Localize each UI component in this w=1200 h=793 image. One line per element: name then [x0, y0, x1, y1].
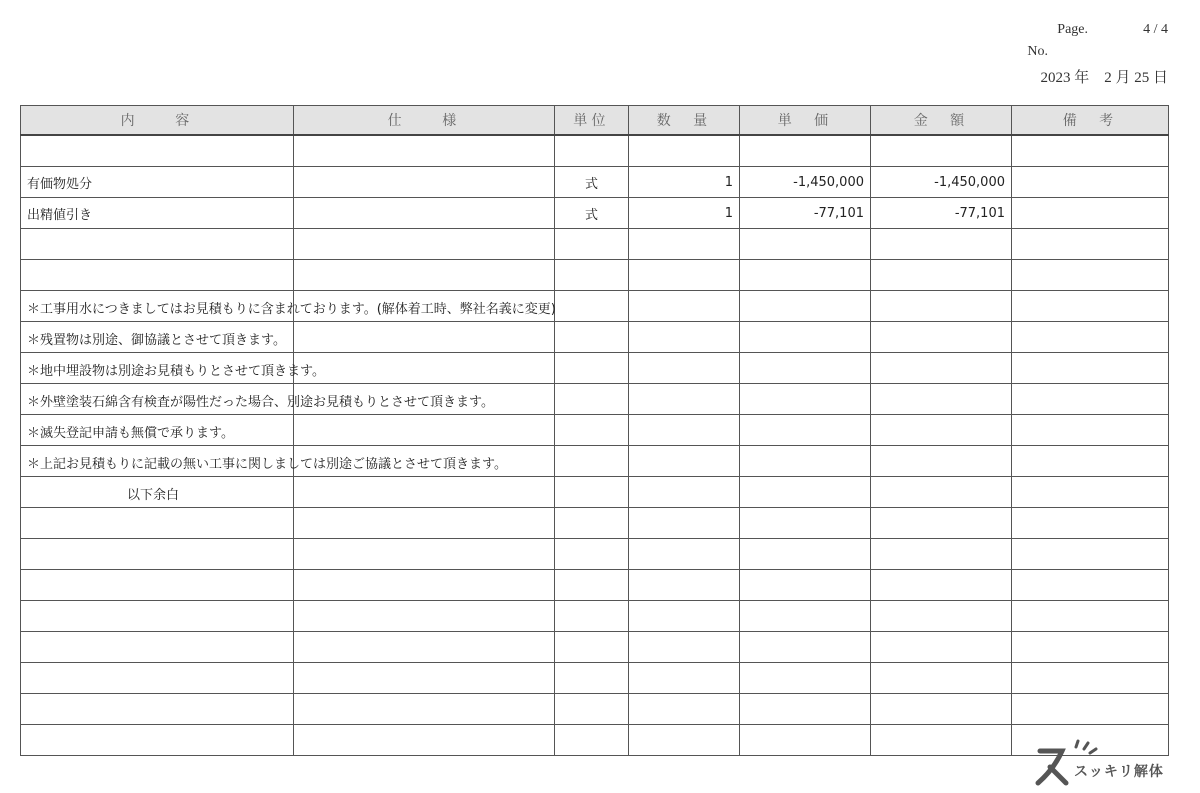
- empty-cell: [294, 725, 555, 756]
- cell-quantity: 1: [629, 167, 740, 198]
- empty-cell: [294, 508, 555, 539]
- cell-remarks: [1012, 260, 1169, 291]
- cell-quantity: [629, 135, 740, 167]
- cell-amount: [871, 260, 1012, 291]
- note-row: [21, 291, 1169, 322]
- empty-cell: [555, 322, 629, 353]
- note-cell: [21, 291, 556, 322]
- cell-unit-price: [740, 260, 871, 291]
- cell-content: 出精値引き: [21, 198, 294, 229]
- empty-cell: [555, 477, 629, 508]
- empty-cell: [1012, 508, 1169, 539]
- cell-unit: [555, 135, 629, 167]
- empty-cell: [629, 663, 740, 694]
- empty-cell: [294, 632, 555, 663]
- empty-cell: [1012, 663, 1169, 694]
- empty-cell: [555, 725, 629, 756]
- blank-row: [21, 725, 1169, 756]
- empty-cell: [294, 322, 555, 353]
- empty-cell: [871, 353, 1012, 384]
- cell-spec: [294, 135, 555, 167]
- cell-spec: [294, 260, 555, 291]
- empty-cell: [21, 663, 294, 694]
- empty-cell: [555, 632, 629, 663]
- blank-row: [21, 508, 1169, 539]
- note-row: [21, 353, 1169, 384]
- empty-cell: [629, 353, 740, 384]
- blank-row: [21, 570, 1169, 601]
- empty-cell: [740, 694, 871, 725]
- empty-cell: [21, 570, 294, 601]
- note-cell: [21, 322, 294, 353]
- empty-cell: [740, 539, 871, 570]
- cell-quantity: [629, 229, 740, 260]
- empty-cell: [294, 663, 555, 694]
- empty-cell: [294, 601, 555, 632]
- company-logo: [1032, 739, 1172, 789]
- empty-cell: [629, 291, 740, 322]
- cell-amount: [871, 135, 1012, 167]
- cell-content: [21, 135, 294, 167]
- table-body: [21, 135, 1169, 756]
- table-row: [21, 135, 1169, 167]
- note-text: ＊残置物は別途、御協議とさせて頂きます。: [27, 333, 286, 348]
- column-header-unit-price: 単 価: [740, 106, 871, 136]
- cell-content: 有価物処分: [21, 167, 294, 198]
- blank-row: [21, 539, 1169, 570]
- note-cell: [21, 384, 494, 415]
- table-row: [21, 260, 1169, 291]
- empty-cell: [871, 663, 1012, 694]
- empty-cell: [740, 725, 871, 756]
- empty-cell: [21, 694, 294, 725]
- note-text: ＊上記お見積もりに記載の無い工事に関しましては別途ご協議とさせて頂きます。: [27, 457, 507, 472]
- empty-cell: [294, 539, 555, 570]
- issue-date: 2023 年 2 月 25 日: [1040, 70, 1168, 86]
- cell-remarks: [1012, 229, 1169, 260]
- empty-cell: [871, 322, 1012, 353]
- column-header-quantity: 数 量: [629, 106, 740, 136]
- table-row: [21, 167, 1169, 198]
- cell-spec: [294, 167, 555, 198]
- empty-cell: [629, 446, 740, 477]
- empty-cell: [294, 570, 555, 601]
- cell-unit-price: [740, 135, 871, 167]
- cell-spec: [294, 198, 555, 229]
- empty-cell: [555, 508, 629, 539]
- note-text: ＊滅失登記申請も無償で承ります。: [27, 426, 234, 441]
- cell-content: [21, 260, 294, 291]
- empty-cell: [629, 632, 740, 663]
- empty-cell: [629, 322, 740, 353]
- cell-remarks: [1012, 167, 1169, 198]
- logo-text: スッキリ解体: [1074, 764, 1164, 780]
- empty-cell: [1012, 570, 1169, 601]
- cell-quantity: 1: [629, 198, 740, 229]
- empty-cell: [21, 539, 294, 570]
- note-row: [21, 322, 1169, 353]
- empty-cell: [871, 570, 1012, 601]
- note-text: 以下余白: [127, 488, 180, 503]
- empty-cell: [555, 353, 629, 384]
- empty-cell: [1012, 694, 1169, 725]
- empty-cell: [294, 353, 555, 384]
- empty-cell: [740, 353, 871, 384]
- note-text: ＊工事用水につきましてはお見積もりに含まれております。(解体着工時、弊社名義に変更): [27, 302, 556, 317]
- column-header-remarks: 備 考: [1012, 106, 1169, 136]
- empty-cell: [871, 601, 1012, 632]
- blank-row: [21, 663, 1169, 694]
- empty-cell: [294, 694, 555, 725]
- cell-spec: [294, 229, 555, 260]
- cell-remarks: [1012, 135, 1169, 167]
- empty-cell: [629, 508, 740, 539]
- cell-unit-price: [740, 229, 871, 260]
- page-label: Page.: [1057, 22, 1088, 37]
- empty-cell: [871, 384, 1012, 415]
- empty-cell: [740, 632, 871, 663]
- empty-cell: [1012, 415, 1169, 446]
- blank-row: [21, 694, 1169, 725]
- document-number-row: [968, 44, 1168, 66]
- empty-cell: [740, 446, 871, 477]
- empty-cell: [1012, 322, 1169, 353]
- empty-cell: [1012, 446, 1169, 477]
- empty-cell: [871, 632, 1012, 663]
- empty-cell: [740, 477, 871, 508]
- date-row: [968, 66, 1168, 88]
- cell-content: [21, 229, 294, 260]
- empty-cell: [740, 415, 871, 446]
- note-cell: [21, 446, 507, 477]
- empty-cell: [21, 601, 294, 632]
- cell-amount: [871, 229, 1012, 260]
- empty-cell: [555, 446, 629, 477]
- cell-unit: [555, 260, 629, 291]
- cell-unit: 式: [555, 167, 629, 198]
- table-row: [21, 229, 1169, 260]
- estimate-table: [20, 105, 1169, 756]
- cell-unit-price: -77,101: [740, 198, 871, 229]
- cell-amount: -77,101: [871, 198, 1012, 229]
- note-text: ＊外壁塗装石綿含有検査が陽性だった場合、別途お見積もりとさせて頂きます。: [27, 395, 494, 410]
- empty-cell: [294, 477, 555, 508]
- page-number: 4 / 4: [1143, 22, 1168, 37]
- end-mark-row: [21, 477, 1169, 508]
- empty-cell: [21, 632, 294, 663]
- empty-cell: [740, 322, 871, 353]
- empty-cell: [21, 725, 294, 756]
- blank-row: [21, 632, 1169, 663]
- note-row: [21, 415, 1169, 446]
- empty-cell: [555, 539, 629, 570]
- empty-cell: [629, 725, 740, 756]
- empty-cell: [294, 415, 555, 446]
- empty-cell: [629, 539, 740, 570]
- empty-cell: [555, 601, 629, 632]
- empty-cell: [555, 663, 629, 694]
- cell-amount: -1,450,000: [871, 167, 1012, 198]
- empty-cell: [1012, 601, 1169, 632]
- blank-row: [21, 601, 1169, 632]
- empty-cell: [871, 539, 1012, 570]
- empty-cell: [629, 570, 740, 601]
- empty-cell: [555, 570, 629, 601]
- table-header-row: [21, 106, 1169, 136]
- note-cell: [21, 477, 294, 508]
- empty-cell: [1012, 539, 1169, 570]
- empty-cell: [740, 508, 871, 539]
- note-cell: [21, 415, 294, 446]
- empty-cell: [629, 694, 740, 725]
- table-row: [21, 198, 1169, 229]
- empty-cell: [629, 477, 740, 508]
- empty-cell: [871, 508, 1012, 539]
- empty-cell: [871, 291, 1012, 322]
- cell-unit: 式: [555, 198, 629, 229]
- empty-cell: [871, 725, 1012, 756]
- empty-cell: [629, 601, 740, 632]
- note-text: ＊地中埋設物は別途お見積もりとさせて頂きます。: [27, 364, 325, 379]
- document-number-label: No.: [1027, 44, 1048, 59]
- column-header-unit: 単位: [555, 106, 629, 136]
- column-header-content: 内 容: [21, 106, 294, 136]
- cell-unit: [555, 229, 629, 260]
- column-header-amount: 金 額: [871, 106, 1012, 136]
- empty-cell: [871, 477, 1012, 508]
- cell-quantity: [629, 260, 740, 291]
- empty-cell: [629, 415, 740, 446]
- cell-unit-price: -1,450,000: [740, 167, 871, 198]
- empty-cell: [740, 384, 871, 415]
- empty-cell: [740, 570, 871, 601]
- empty-cell: [555, 694, 629, 725]
- note-cell: [21, 353, 325, 384]
- empty-cell: [1012, 477, 1169, 508]
- empty-cell: [871, 415, 1012, 446]
- note-row: [21, 446, 1169, 477]
- empty-cell: [555, 291, 629, 322]
- empty-cell: [1012, 291, 1169, 322]
- column-header-spec: 仕 様: [294, 106, 555, 136]
- empty-cell: [740, 601, 871, 632]
- document-meta: [968, 22, 1168, 88]
- empty-cell: [871, 446, 1012, 477]
- empty-cell: [555, 415, 629, 446]
- empty-cell: [871, 694, 1012, 725]
- empty-cell: [740, 663, 871, 694]
- page-number-row: [968, 22, 1168, 44]
- empty-cell: [1012, 353, 1169, 384]
- empty-cell: [740, 291, 871, 322]
- note-row: [21, 384, 1169, 415]
- empty-cell: [1012, 384, 1169, 415]
- cell-remarks: [1012, 198, 1169, 229]
- empty-cell: [555, 384, 629, 415]
- empty-cell: [629, 384, 740, 415]
- empty-cell: [21, 508, 294, 539]
- empty-cell: [1012, 632, 1169, 663]
